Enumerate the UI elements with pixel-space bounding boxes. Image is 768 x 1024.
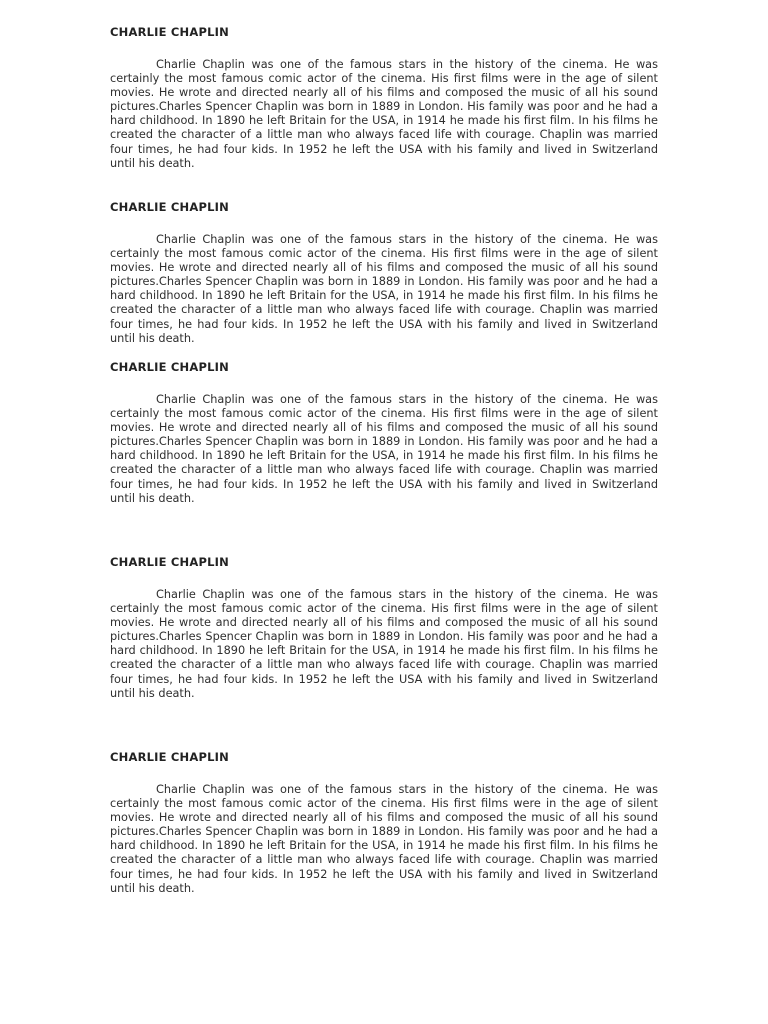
section-paragraph: Charlie Chaplin was one of the famous stars in the history of the cinema. He was certainly the most famous comic actor of the cinema. His first films were in the age of silent movies. He wrote and directed nearly all of his films and composed the music of all his sound pictures.Charles Spencer Chaplin was born in 1889 in London. His family was poor and he had a hard childhood. In 1890 he left Britain for the USA, in 1914 he made his first film. In his films he created the character of a little man who always faced life with courage. Chaplin was married four times, he had four kids. In 1952 he left the USA with his family and lived in Switzerland until his death. — [110, 783, 658, 895]
section-paragraph: Charlie Chaplin was one of the famous stars in the history of the cinema. He was certainly the most famous comic actor of the cinema. His first films were in the age of silent movies. He wrote and directed nearly all of his films and composed the music of all his sound pictures.Charles Spencer Chaplin was born in 1889 in London. His family was poor and he had a hard childhood. In 1890 he left Britain for the USA, in 1914 he made his first film. In his films he created the character of a little man who always faced life with courage. Chaplin was married four times, he had four kids. In 1952 he left the USA with his family and lived in Switzerland until his death. — [110, 393, 658, 505]
section-3 — [110, 360, 658, 506]
section-paragraph: Charlie Chaplin was one of the famous stars in the history of the cinema. He was certainly the most famous comic actor of the cinema. His first films were in the age of silent movies. He wrote and directed nearly all of his films and composed the music of all his sound pictures.Charles Spencer Chaplin was born in 1889 in London. His family was poor and he had a hard childhood. In 1890 he left Britain for the USA, in 1914 he made his first film. In his films he created the character of a little man who always faced life with courage. Chaplin was married four times, he had four kids. In 1952 he left the USA with his family and lived in Switzerland until his death. — [110, 588, 658, 700]
section-paragraph: Charlie Chaplin was one of the famous stars in the history of the cinema. He was certainly the most famous comic actor of the cinema. His first films were in the age of silent movies. He wrote and directed nearly all of his films and composed the music of all his sound pictures.Charles Spencer Chaplin was born in 1889 in London. His family was poor and he had a hard childhood. In 1890 he left Britain for the USA, in 1914 he made his first film. In his films he created the character of a little man who always faced life with courage. Chaplin was married four times, he had four kids. In 1952 he left the USA with his family and lived in Switzerland until his death. — [110, 233, 658, 345]
section-title: CHARLIE CHAPLIN — [110, 25, 229, 39]
section-2 — [110, 200, 658, 346]
section-5 — [110, 750, 658, 896]
section-title: CHARLIE CHAPLIN — [110, 360, 229, 374]
section-1 — [110, 25, 658, 171]
section-4 — [110, 555, 658, 701]
section-title: CHARLIE CHAPLIN — [110, 750, 229, 764]
section-title: CHARLIE CHAPLIN — [110, 200, 229, 214]
section-paragraph: Charlie Chaplin was one of the famous stars in the history of the cinema. He was certainly the most famous comic actor of the cinema. His first films were in the age of silent movies. He wrote and directed nearly all of his films and composed the music of all his sound pictures.Charles Spencer Chaplin was born in 1889 in London. His family was poor and he had a hard childhood. In 1890 he left Britain for the USA, in 1914 he made his first film. In his films he created the character of a little man who always faced life with courage. Chaplin was married four times, he had four kids. In 1952 he left the USA with his family and lived in Switzerland until his death. — [110, 58, 658, 170]
section-title: CHARLIE CHAPLIN — [110, 555, 229, 569]
